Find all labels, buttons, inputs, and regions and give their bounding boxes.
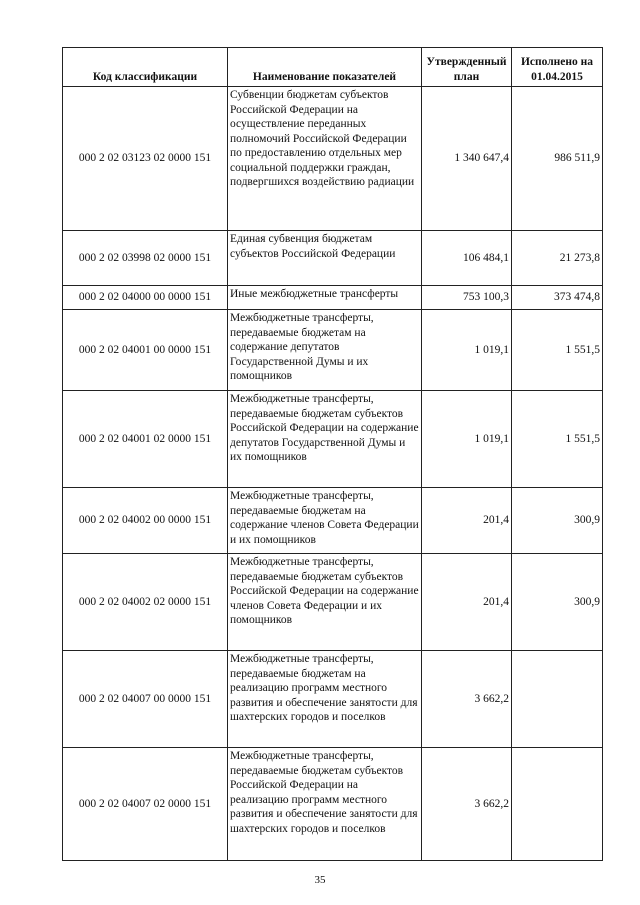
budget-table	[62, 47, 603, 861]
plan-cell: 201,4	[422, 554, 512, 651]
plan-cell: 1 019,1	[422, 391, 512, 488]
done-cell	[512, 748, 603, 861]
table-row	[63, 651, 603, 748]
done-cell	[512, 651, 603, 748]
header-name: Наименование показателей	[228, 48, 422, 87]
plan-cell: 3 662,2	[422, 651, 512, 748]
name-cell: Субвенции бюджетам субъектов Российской Федерации на осуществление переданных полномочий Российской Федерации по предоставлению отдельных мер социальной поддержки граждан, подвергшихся воздействию радиации	[228, 87, 422, 231]
code-cell: 000 2 02 04000 00 0000 151	[63, 286, 228, 310]
done-cell: 1 551,5	[512, 310, 603, 391]
header-done: Исполнено на 01.04.2015	[512, 48, 603, 87]
table-row	[63, 391, 603, 488]
header-plan: Утвержденный план	[422, 48, 512, 87]
done-cell: 300,9	[512, 488, 603, 554]
done-cell: 1 551,5	[512, 391, 603, 488]
name-cell: Единая субвенция бюджетам субъектов Российской Федерации	[228, 231, 422, 286]
done-cell: 373 474,8	[512, 286, 603, 310]
table-row	[63, 87, 603, 231]
header-code: Код классификации	[63, 48, 228, 87]
name-cell: Межбюджетные трансферты, передаваемые бюджетам субъектов Российской Федерации на содержание членов Совета Федерации и их помощников	[228, 554, 422, 651]
plan-cell: 201,4	[422, 488, 512, 554]
table-row	[63, 488, 603, 554]
name-cell: Межбюджетные трансферты, передаваемые бюджетам на реализацию программ местного развития и обеспечение занятости для шахтерских городов и поселков	[228, 651, 422, 748]
plan-cell: 3 662,2	[422, 748, 512, 861]
name-cell: Иные межбюджетные трансферты	[228, 286, 422, 310]
code-cell: 000 2 02 04001 00 0000 151	[63, 310, 228, 391]
table-row	[63, 748, 603, 861]
name-cell: Межбюджетные трансферты, передаваемые бюджетам на содержание членов Совета Федерации и их помощников	[228, 488, 422, 554]
table-row	[63, 554, 603, 651]
table-row	[63, 286, 603, 310]
name-cell: Межбюджетные трансферты, передаваемые бюджетам субъектов Российской Федерации на содержание депутатов Государственной Думы и их помощников	[228, 391, 422, 488]
name-cell: Межбюджетные трансферты, передаваемые бюджетам субъектов Российской Федерации на реализацию программ местного развития и обеспечение занятости для шахтерских городов и поселков	[228, 748, 422, 861]
code-cell: 000 2 02 04001 02 0000 151	[63, 391, 228, 488]
page-number: 35	[314, 874, 326, 886]
code-cell: 000 2 02 04007 00 0000 151	[63, 651, 228, 748]
header-row	[63, 48, 603, 87]
plan-cell: 1 019,1	[422, 310, 512, 391]
plan-cell: 1 340 647,4	[422, 87, 512, 231]
code-cell: 000 2 02 04002 00 0000 151	[63, 488, 228, 554]
done-cell: 21 273,8	[512, 231, 603, 286]
table-row	[63, 231, 603, 286]
code-cell: 000 2 02 04007 02 0000 151	[63, 748, 228, 861]
plan-cell: 106 484,1	[422, 231, 512, 286]
code-cell: 000 2 02 04002 02 0000 151	[63, 554, 228, 651]
code-cell: 000 2 02 03123 02 0000 151	[63, 87, 228, 231]
code-cell: 000 2 02 03998 02 0000 151	[63, 231, 228, 286]
plan-cell: 753 100,3	[422, 286, 512, 310]
name-cell: Межбюджетные трансферты, передаваемые бюджетам на содержание депутатов Государственной Думы и их помощников	[228, 310, 422, 391]
table-body	[63, 87, 603, 861]
table-row	[63, 310, 603, 391]
done-cell: 300,9	[512, 554, 603, 651]
done-cell: 986 511,9	[512, 87, 603, 231]
